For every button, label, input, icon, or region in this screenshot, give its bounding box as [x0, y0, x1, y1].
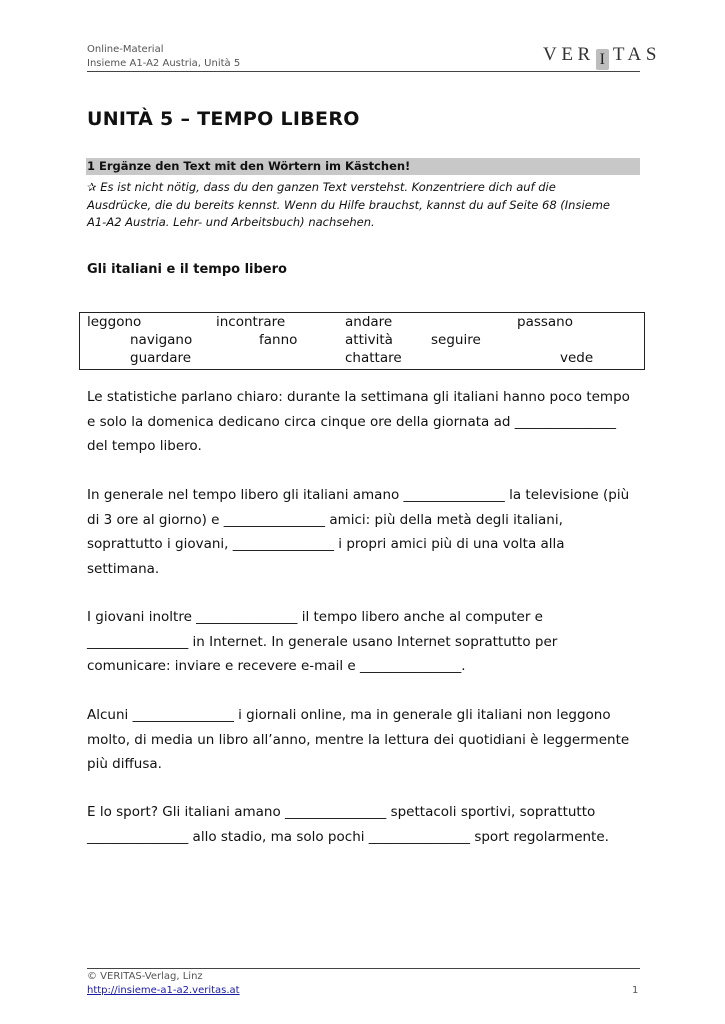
word-item: navigano [130, 332, 193, 348]
paragraph-3: I giovani inoltre _______________ il tempo libero anche al computer e _______________ in Internet. In generale usano Internet soprattutto per comunicare: inviare e recevere e-mail e _______________. [87, 609, 558, 674]
exercise-hint [87, 179, 617, 232]
star-icon: ✰ [87, 180, 97, 194]
word-item: seguire [431, 332, 481, 348]
paragraph-4: Alcuni _______________ i giornali online, ma in generale gli italiani non leggono molto, di media un libro all’anno, mentre la lettura dei quotidiani è leggermente più diffusa. [87, 707, 630, 772]
logo-text-right: TAS [612, 44, 661, 65]
footer-link[interactable]: http://insieme-a1-a2.veritas.at [87, 985, 240, 996]
header-line-2: Insieme A1-A2 Austria, Unità 5 [87, 57, 241, 69]
logo-glyph: I [596, 49, 609, 70]
word-item: attività [345, 332, 393, 348]
word-item: guardare [130, 350, 192, 366]
word-item: leggono [87, 314, 142, 330]
footer-publisher: © VERITAS-Verlag, Linz [87, 971, 203, 982]
word-item: fanno [259, 332, 298, 348]
header-info [87, 43, 240, 70]
word-item: andare [345, 314, 393, 330]
exercise-heading-bar [86, 158, 640, 175]
page-number: 1 [632, 985, 639, 996]
footer-divider [87, 968, 640, 969]
exercise-heading: 1 Ergänze den Text mit den Wörtern im Kästchen! [87, 159, 411, 173]
paragraph-1: Le statistiche parlano chiaro: durante la settimana gli italiani hanno poco tempo e solo la domenica dedicano circa cinque ore della giornata ad _______________ del tempo libero. [87, 389, 630, 454]
word-item: passano [517, 314, 573, 330]
header-line-1: Online-Material [87, 44, 164, 55]
word-item: vede [560, 350, 594, 366]
logo-text-left: VER [543, 44, 595, 65]
hint-text: Es ist nicht nötig, dass du den ganzen Text verstehst. Konzentriere dich auf die Ausdrücke, die du bereits kennst. Wenn du Hilfe brauchst, kannst du auf Seite 68 (Insieme A1-A2 Austria. Lehr- und Arbeitsbuch) nachsehen. [87, 180, 611, 229]
text-subtitle: Gli italiani e il tempo libero [87, 262, 287, 277]
word-item: chattare [345, 350, 402, 366]
paragraph-5: E lo sport? Gli italiani amano _______________ spettacoli sportivi, soprattutto _______________ allo stadio, ma solo pochi _______________ sport regolarmente. [87, 804, 609, 845]
page-title: UNITÀ 5 – TEMPO LIBERO [87, 108, 360, 130]
word-box [79, 312, 645, 370]
paragraph-2: In generale nel tempo libero gli italiani amano _______________ la televisione (più di 3 ore al giorno) e _______________ amici: più della metà degli italiani, soprattutto i giovani, _______________ i propri amici più di una volta alla settimana. [87, 487, 630, 577]
veritas-logo [543, 44, 661, 70]
word-item: incontrare [216, 314, 286, 330]
header-divider [87, 71, 640, 72]
